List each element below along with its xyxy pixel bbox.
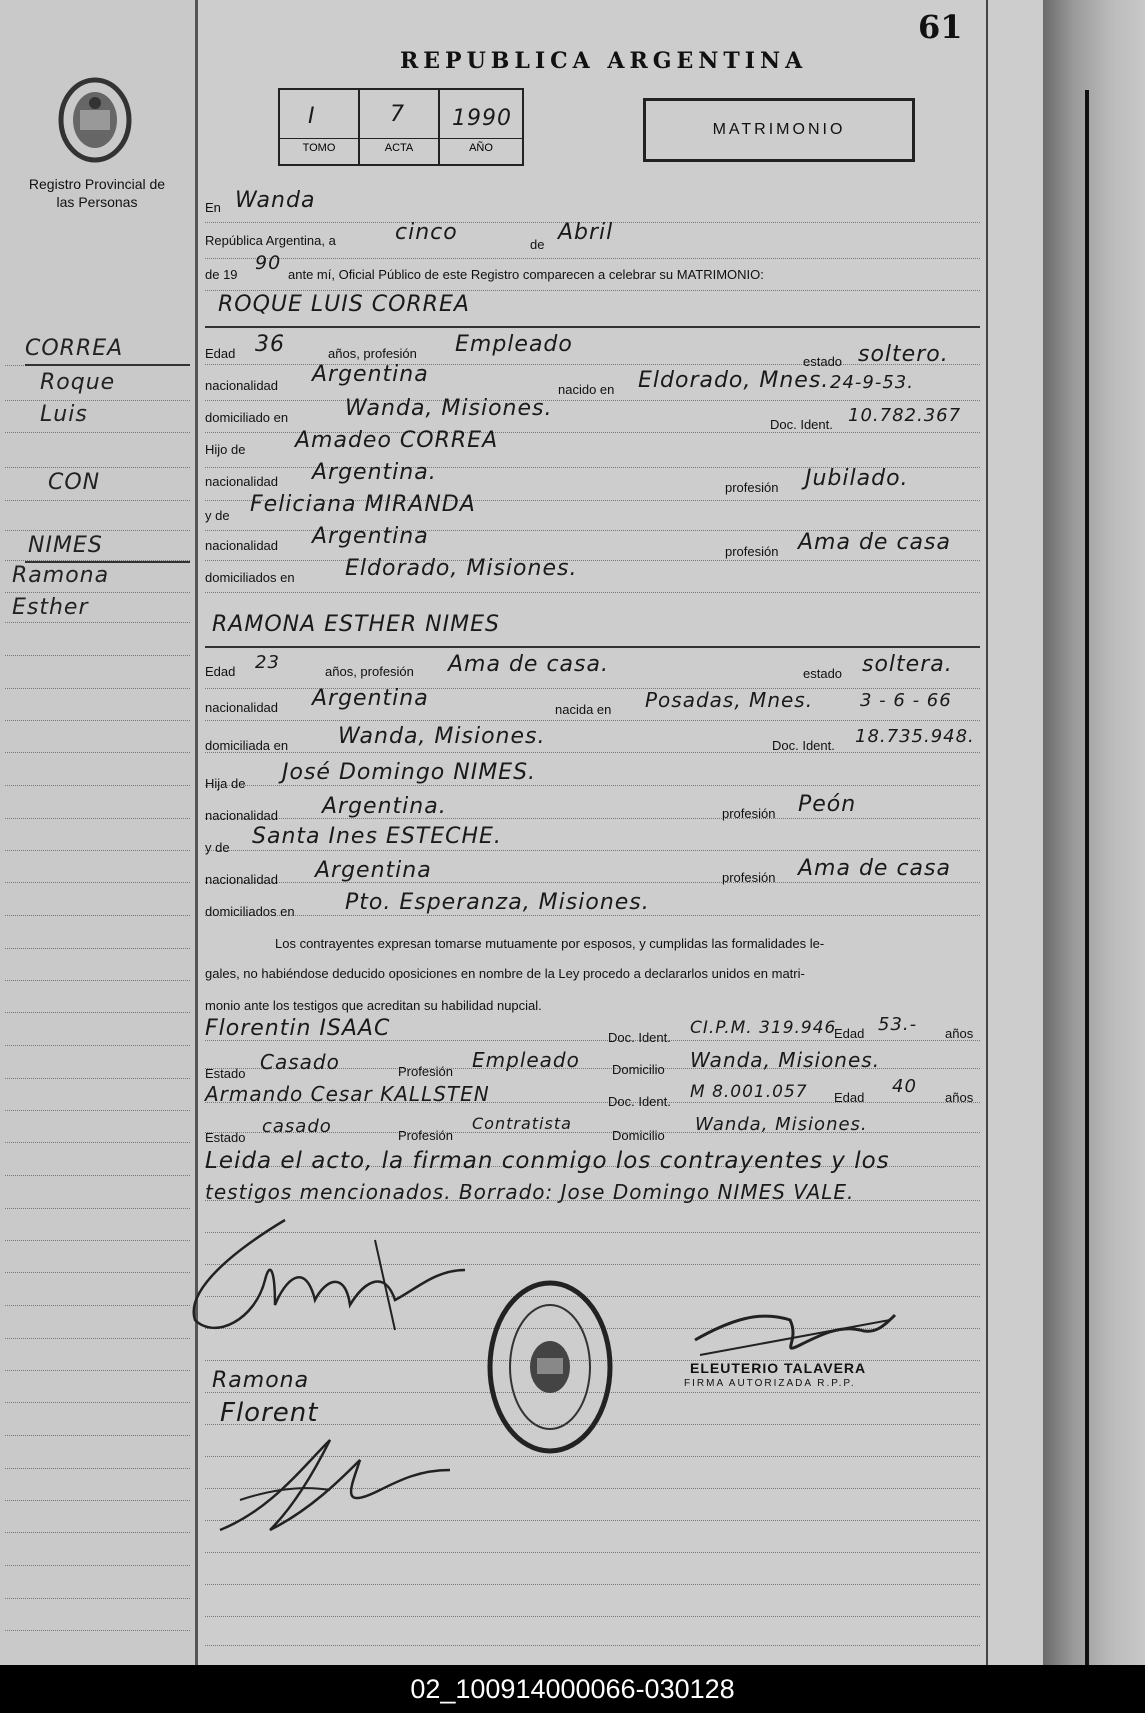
witness2-anos-label: años (945, 1090, 974, 1105)
official-title: FIRMA AUTORIZADA R.P.P. (684, 1378, 856, 1389)
groom-estado-label: estado (803, 354, 843, 369)
margin-line (5, 785, 190, 786)
margin-line (5, 1045, 190, 1046)
margin-line (5, 752, 190, 753)
witness2-estado-label: Estado (205, 1130, 246, 1145)
bride-nacida: Posadas, Mnes. (645, 688, 814, 712)
witness1-edad-label: Edad (834, 1026, 865, 1041)
margin-line (5, 720, 190, 721)
statement-line-3: monio ante los testigos que acreditan su habilidad nupcial. (205, 998, 542, 1013)
groom-padre: Amadeo CORREA (295, 428, 499, 453)
witness2-doc-label: Doc. Ident. (608, 1094, 671, 1109)
margin-line (5, 592, 190, 593)
margin-line (5, 980, 190, 981)
country-title: REPUBLICA ARGENTINA (400, 48, 808, 74)
witness2-profesion: Contratista (472, 1114, 572, 1133)
margin-groom-name-1: Roque (40, 370, 116, 395)
groom-padre-profesion: Jubilado. (805, 466, 909, 491)
margin-line (5, 1305, 190, 1306)
witness1-profesion-label: Profesión (398, 1064, 453, 1079)
bride-padre-profesion: Peón (798, 792, 857, 817)
bride-nacida-label: nacida en (555, 702, 612, 717)
witness1-name: Florentin ISAAC (205, 1016, 391, 1041)
form-line (205, 915, 980, 916)
bride-domicilio: Wanda, Misiones. (338, 724, 546, 749)
margin-groom-name-2: Luis (40, 402, 88, 427)
groom-domiciliado-label: domiciliado en (205, 410, 289, 425)
acta-label: ACTA (360, 138, 438, 154)
margin-line (5, 530, 190, 531)
groom-padre-nacionalidad-label: nacionalidad (205, 474, 279, 489)
bride-profesion: Ama de casa. (448, 652, 609, 677)
book-spine-line (1085, 90, 1089, 1665)
margin-bride-surname: NIMES (28, 533, 103, 558)
acta-cell (360, 90, 440, 164)
form-line (205, 850, 980, 851)
tomo-value: I (308, 104, 316, 129)
bride-y-de-label: y de (205, 840, 230, 855)
form-line (205, 400, 980, 401)
intro-statement: ante mí, Oficial Público de este Registro comparecen a celebrar su MATRIMONIO: (288, 267, 764, 282)
witness1-estado: Casado (260, 1050, 340, 1074)
day: cinco (395, 220, 458, 245)
margin-line (5, 1110, 190, 1111)
groom-padres-domicilio: Eldorado, Misiones. (345, 556, 578, 581)
witness1-doc: CI.P.M. 319.946 (690, 1018, 837, 1038)
witness2-doc: M 8.001.057 (690, 1082, 808, 1102)
margin-line (5, 1532, 190, 1533)
groom-edad: 36 (255, 332, 285, 357)
margin-line (5, 1272, 190, 1273)
signer-2: Florent (220, 1398, 319, 1428)
bride-doc: 18.735.948. (855, 726, 975, 747)
form-line (205, 720, 980, 721)
margin-line (5, 1240, 190, 1241)
witness1-anos-label: años (945, 1026, 974, 1041)
bride-edad-label: Edad (205, 664, 236, 679)
groom-madre-nacionalidad: Argentina (312, 524, 429, 549)
margin-line (5, 1630, 190, 1631)
page-edge (986, 0, 988, 1665)
groom-y-de-label: y de (205, 508, 230, 523)
witness1-domicilio-label: Domicilio (612, 1062, 665, 1077)
month: Abril (558, 220, 614, 245)
bride-doc-label: Doc. Ident. (772, 738, 835, 753)
bride-padre: José Domingo NIMES. (282, 760, 537, 785)
margin-line (5, 1468, 190, 1469)
margin-line (5, 1078, 190, 1079)
margin-line (5, 655, 190, 656)
witness1-estado-label: Estado (205, 1066, 246, 1081)
de-label: de (530, 237, 545, 252)
left-margin-column (0, 0, 195, 1665)
ano-value: 1990 (452, 106, 512, 131)
bride-hija-label: Hija de (205, 776, 246, 791)
witness2-domicilio: Wanda, Misiones. (695, 1114, 868, 1135)
margin-line (5, 1208, 190, 1209)
witness2-domicilio-label: Domicilio (612, 1128, 665, 1143)
form-line (205, 646, 980, 648)
book-spine-shadow (1043, 0, 1145, 1665)
bride-fecha: 3 - 6 - 66 (860, 690, 952, 711)
witness2-profesion-label: Profesión (398, 1128, 453, 1143)
margin-line (5, 1012, 190, 1013)
witness1-doc-label: Doc. Ident. (608, 1030, 671, 1045)
form-line (205, 560, 980, 561)
margin-line (5, 1435, 190, 1436)
bride-domiciliados-label: domiciliados en (205, 904, 295, 919)
groom-padre-profesion-label: profesión (725, 480, 779, 495)
bride-padre-profesion-label: profesión (722, 806, 776, 821)
form-line (205, 258, 980, 259)
bride-nacionalidad: Argentina (312, 686, 429, 711)
form-line (205, 785, 980, 786)
form-line (205, 326, 980, 328)
groom-domiciliados-label: domiciliados en (205, 570, 295, 585)
margin-underline (25, 364, 190, 366)
bride-edad: 23 (255, 652, 280, 673)
registry-name: Registro Provincial de las Personas (28, 176, 166, 210)
groom-hijo-label: Hijo de (205, 442, 246, 457)
bride-madre: Santa Ines ESTECHE. (252, 824, 502, 849)
tomo-cell (280, 90, 360, 164)
witness1-profesion: Empleado (472, 1048, 580, 1072)
bride-madre-profesion: Ama de casa (798, 856, 951, 881)
form-line (205, 1552, 980, 1553)
bride-domiciliada-label: domiciliada en (205, 738, 289, 753)
en-label: En (205, 200, 221, 215)
record-type-box: MATRIMONIO (643, 98, 915, 162)
tomo-label: TOMO (280, 138, 358, 154)
form-line (205, 290, 980, 291)
groom-profesion-label: años, profesión (328, 346, 417, 361)
registry-stamp-icon (485, 1278, 615, 1456)
groom-nacionalidad: Argentina (312, 362, 429, 387)
witness2-edad-label: Edad (834, 1090, 865, 1105)
registry-seal-icon (55, 75, 135, 165)
official-name: ELEUTERIO TALAVERA (690, 1360, 867, 1376)
groom-madre-nacionalidad-label: nacionalidad (205, 538, 279, 553)
margin-line (5, 400, 190, 401)
witness-signature (210, 1430, 460, 1540)
margin-line (5, 432, 190, 433)
witness2-edad: 40 (892, 1076, 917, 1097)
form-line (205, 592, 980, 593)
margin-line (5, 1402, 190, 1403)
margin-line (5, 1565, 190, 1566)
margin-line (5, 1500, 190, 1501)
ano-label: AÑO (440, 138, 522, 154)
statement-line-2: gales, no habiéndose deducido oposiciones en nombre de la Ley procedo a declararlos unidos en matri- (205, 966, 805, 981)
closing-line-2: testigos mencionados. Borrado: Jose Domingo NIMES VALE. (205, 1180, 855, 1204)
margin-line (5, 1370, 190, 1371)
bride-padre-nacionalidad: Argentina. (322, 794, 447, 819)
groom-madre-profesion-label: profesión (725, 544, 779, 559)
ano-cell (440, 90, 522, 164)
margin-line (5, 622, 190, 623)
witness2-name: Armando Cesar KALLSTEN (205, 1082, 490, 1106)
groom-padre-nacionalidad: Argentina. (312, 460, 437, 485)
bride-madre-nacionalidad: Argentina (315, 858, 432, 883)
image-id-footer: 02_100914000066-030128 (0, 1665, 1145, 1713)
groom-profesion: Empleado (455, 332, 573, 357)
margin-divider (195, 0, 198, 1665)
margin-line (5, 1142, 190, 1143)
bride-padres-domicilio: Pto. Esperanza, Misiones. (345, 890, 650, 915)
groom-nacido-label: nacido en (558, 382, 615, 397)
margin-line (5, 850, 190, 851)
bride-padre-nacionalidad-label: nacionalidad (205, 808, 279, 823)
margin-bride-name-2: Esther (12, 595, 89, 620)
groom-doc-label: Doc. Ident. (770, 417, 833, 432)
page-number: 61 (918, 8, 963, 46)
bride-estado-label: estado (803, 666, 843, 681)
form-line (205, 1616, 980, 1617)
form-line (205, 752, 980, 753)
form-line (205, 1584, 980, 1585)
place: Wanda (235, 188, 316, 213)
groom-domicilio: Wanda, Misiones. (345, 396, 553, 421)
groom-madre: Feliciana MIRANDA (250, 492, 476, 517)
bride-full-name: RAMONA ESTHER NIMES (212, 612, 500, 637)
groom-estado: soltero. (858, 342, 949, 367)
groom-nacido: Eldorado, Mnes. (638, 368, 830, 393)
margin-line (5, 1175, 190, 1176)
bride-madre-profesion-label: profesión (722, 870, 776, 885)
groom-nacionalidad-label: nacionalidad (205, 378, 279, 393)
bride-estado: soltera. (862, 652, 953, 677)
margin-line (5, 1598, 190, 1599)
margin-line (5, 915, 190, 916)
margin-bride-name-1: Ramona (12, 563, 110, 588)
margin-line (5, 500, 190, 501)
bride-profesion-label: años, profesión (325, 664, 414, 679)
statement-line-1: Los contrayentes expresan tomarse mutuamente por esposos, y cumplidas las formalidades le- (275, 936, 825, 951)
groom-madre-profesion: Ama de casa (798, 530, 951, 555)
margin-line (5, 1338, 190, 1339)
groom-fecha: 24-9-53. (830, 372, 914, 393)
signer-1: Ramona (212, 1368, 310, 1393)
form-line (205, 1645, 980, 1646)
groom-doc: 10.782.367 (848, 405, 962, 426)
margin-con: CON (48, 470, 101, 495)
closing-line-1: Leida el acto, la firman conmigo los contrayentes y los (205, 1148, 890, 1174)
margin-groom-surname: CORREA (25, 336, 124, 361)
witness1-edad: 53.- (878, 1014, 918, 1035)
margin-line (5, 818, 190, 819)
margin-line (5, 467, 190, 468)
bride-madre-nacionalidad-label: nacionalidad (205, 872, 279, 887)
groom-full-name: ROQUE LUIS CORREA (218, 292, 470, 317)
groom-edad-label: Edad (205, 346, 236, 361)
republica-label: República Argentina, a (205, 233, 336, 248)
margin-line (5, 882, 190, 883)
tomo-acta-ano-box (278, 88, 524, 166)
year-suffix: 90 (255, 252, 282, 274)
witness1-domicilio: Wanda, Misiones. (690, 1048, 881, 1072)
groom-signature (175, 1210, 525, 1340)
year-prefix: de 19 (205, 267, 238, 282)
witness2-estado: casado (262, 1116, 332, 1137)
margin-line (5, 948, 190, 949)
margin-line (5, 688, 190, 689)
acta-value: 7 (390, 102, 405, 127)
bride-nacionalidad-label: nacionalidad (205, 700, 279, 715)
